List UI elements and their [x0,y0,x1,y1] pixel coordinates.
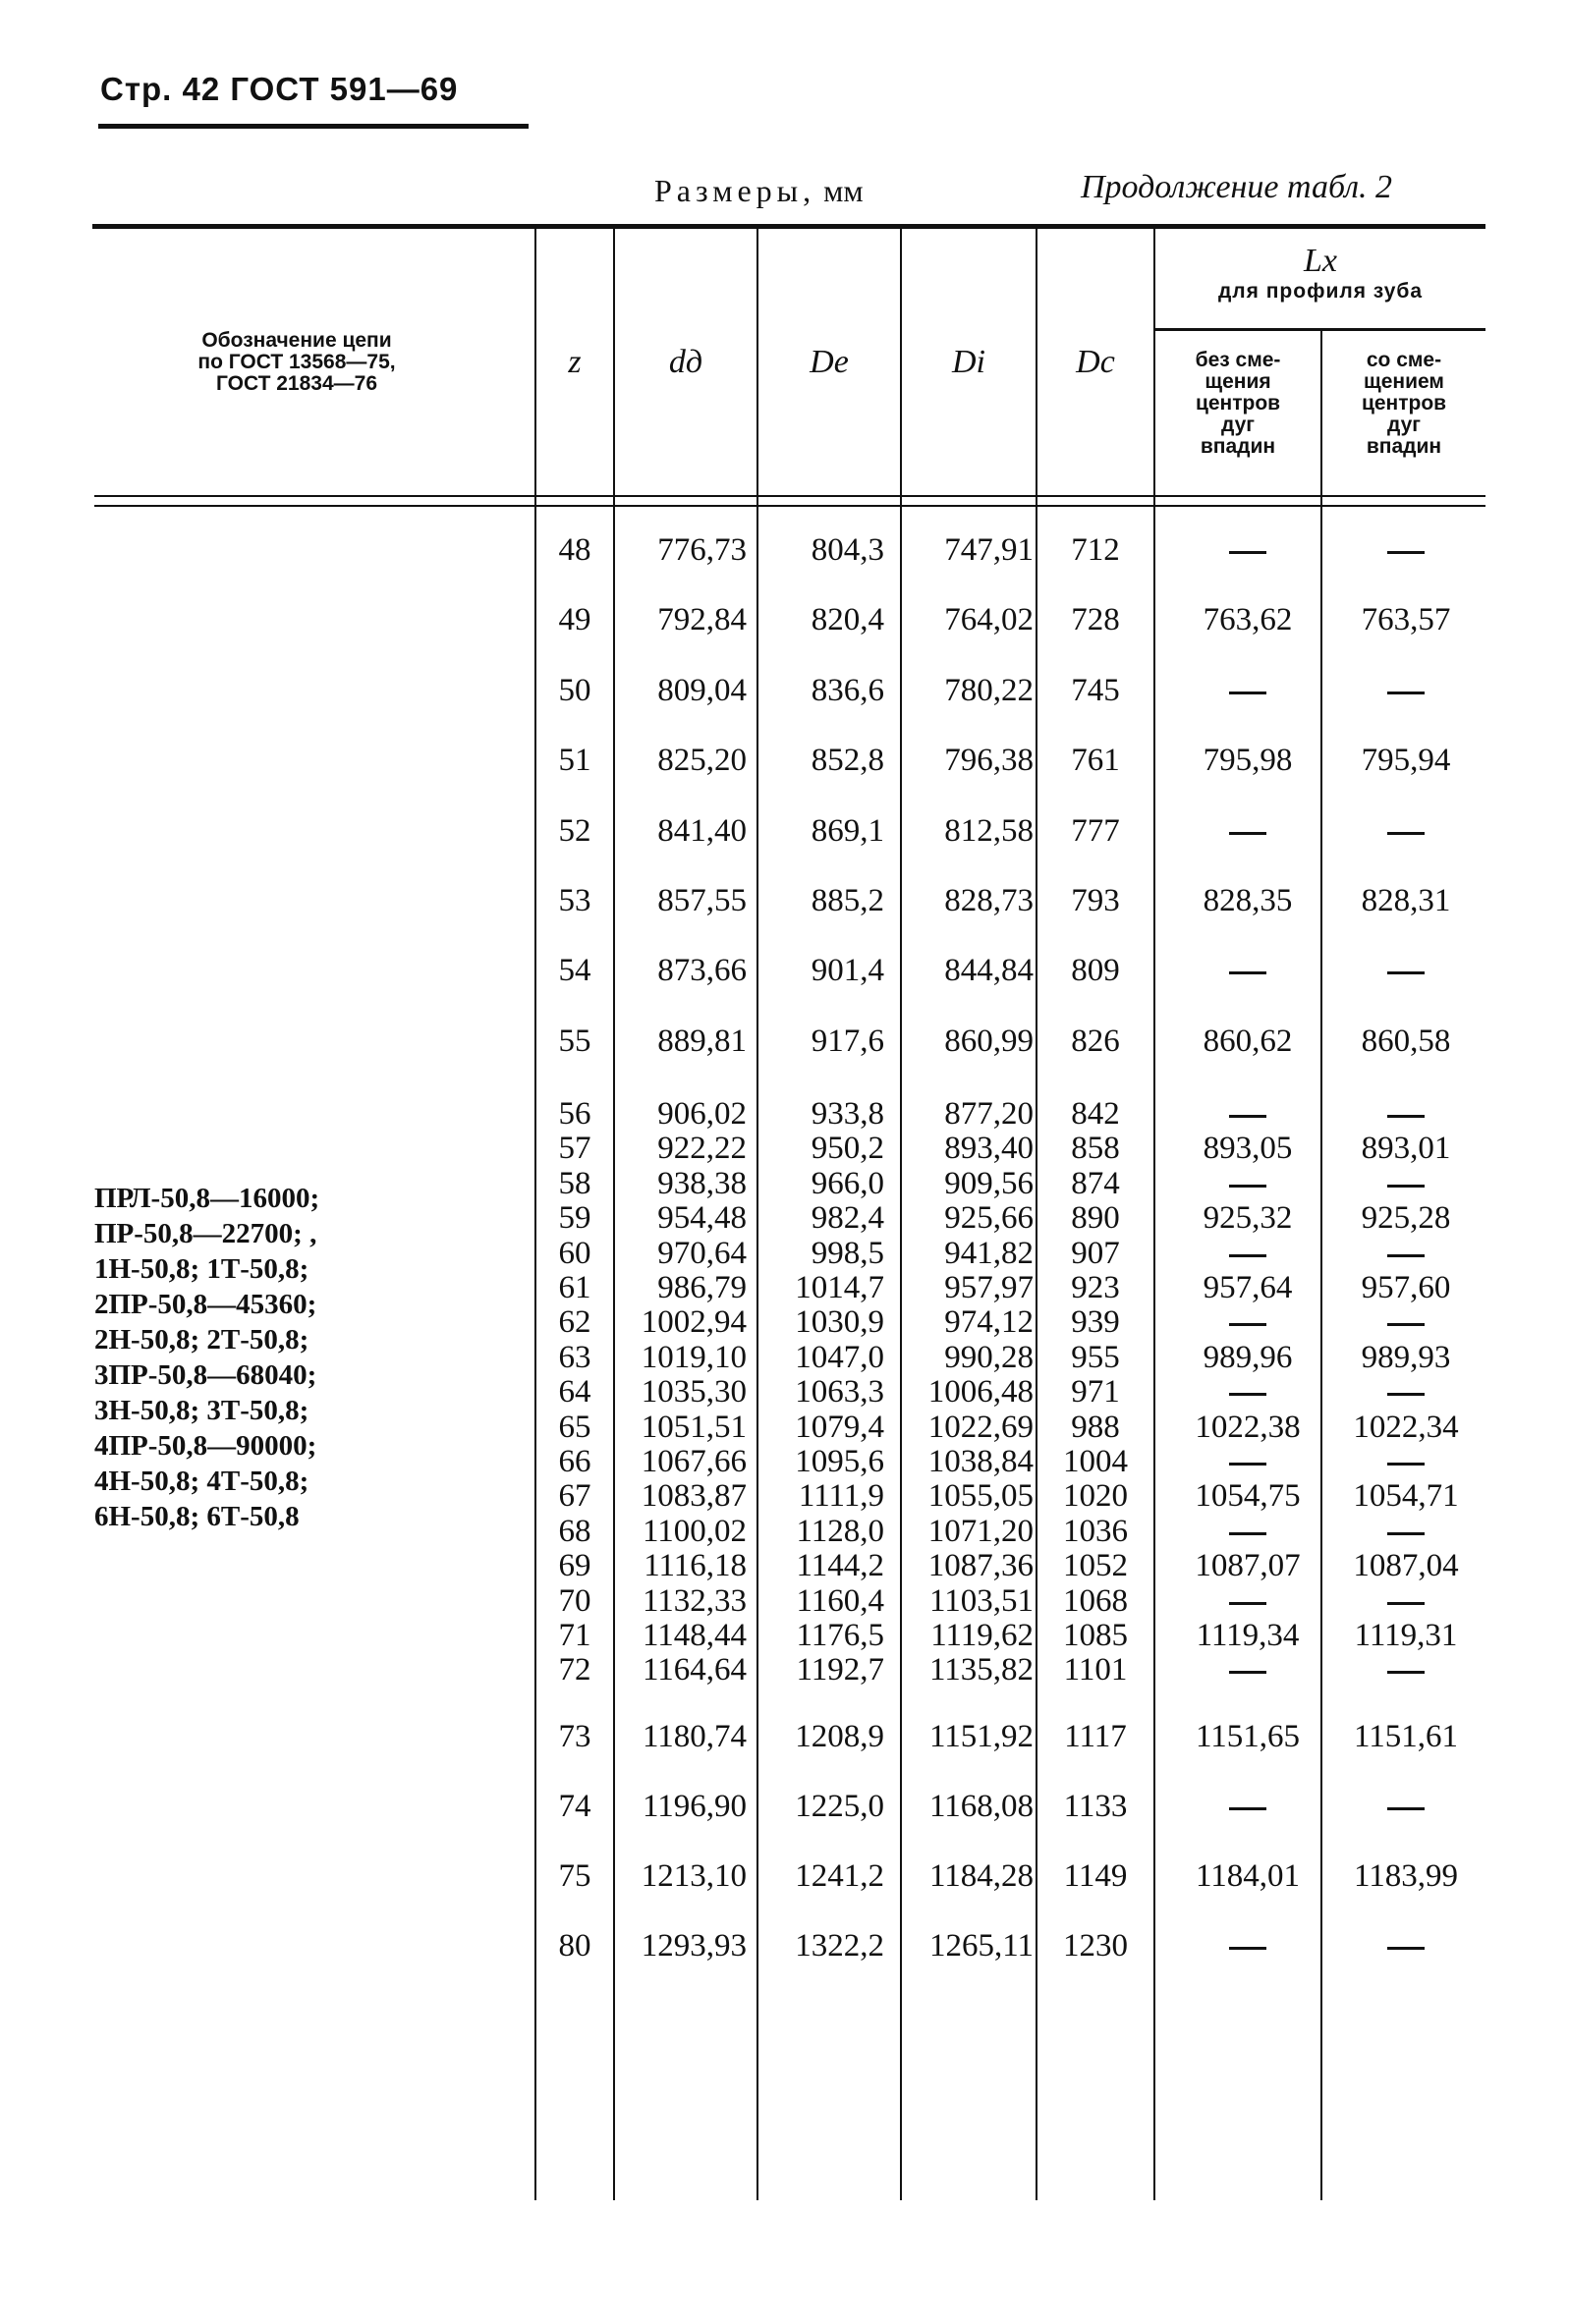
table-cell-dc: 1085 [1063,1618,1128,1653]
dash-mark [1229,1185,1266,1188]
table-cell-dd: 1148,44 [642,1618,747,1653]
table-cell-lx2 [1322,1236,1489,1271]
table-cell-lx1 [1157,1374,1338,1410]
table-cell-di: 1119,62 [930,1618,1034,1653]
table-cell-lx1 [1157,1096,1338,1132]
table-cell-dd: 1051,51 [641,1409,747,1445]
table-cell-dc: 988 [1071,1409,1120,1445]
page-header: Стр. 42 ГОСТ 591—69 [100,71,459,107]
table-cell-lx2: 1022,34 [1353,1409,1459,1445]
dash-mark [1387,551,1425,554]
table-cell-z: 67 [558,1478,591,1515]
header-chain-line: Обозначение цепи [201,329,392,352]
table-cell-dd: 970,64 [657,1235,747,1271]
table-cell-lx2 [1322,1304,1489,1340]
table-cell-di: 844,84 [944,953,1034,989]
table-cell-dd: 1213,10 [641,1858,747,1894]
table-cell-di: 1168,08 [928,1789,1034,1824]
table-cell-lx2: 893,01 [1361,1131,1451,1167]
caption-sizes [654,173,864,209]
table-cell-z: 74 [558,1789,591,1824]
table-cell-lx1 [1157,813,1338,849]
table-cell-di: 1087,36 [927,1548,1034,1584]
table-cell-dd: 1132,33 [642,1582,747,1619]
table-cell-di: 893,40 [944,1131,1034,1167]
table-cell-dc: 809 [1071,953,1120,989]
dash-mark [1387,692,1425,694]
table-cell-di: 764,02 [944,602,1034,638]
table-cell-dd: 1002,94 [641,1304,747,1341]
table-cell-de: 1160,4 [796,1582,884,1619]
table-cell-dd: 1116,18 [644,1548,747,1584]
dash-mark [1229,692,1266,694]
table-cell-di: 925,66 [944,1200,1034,1237]
table-cell-dd: 938,38 [657,1165,747,1201]
table-cell-dd: 1035,30 [641,1374,747,1411]
table-cell-dc: 842 [1071,1096,1120,1132]
table-cell-de: 1241,2 [795,1858,884,1894]
table-cell-de: 1095,6 [795,1444,884,1479]
table-cell-z: 80 [558,1928,591,1964]
table-cell-dc: 1052 [1063,1548,1128,1584]
table-cell-lx1: 763,62 [1203,602,1293,638]
header-lx-shift-line: впадин [1366,435,1442,458]
table-cell-z: 57 [558,1131,591,1167]
header-lx-shift [1322,350,1485,458]
table-cell-lx2 [1322,532,1489,568]
table-cell-z: 68 [558,1513,591,1549]
header-lx-no-shift-line: впадин [1200,435,1276,458]
table-cell-dd: 889,81 [657,1023,747,1059]
table-cell-dc: 777 [1071,812,1120,849]
table-cell-lx1: 1119,34 [1196,1618,1300,1653]
table-cell-dc: 1068 [1063,1582,1128,1619]
dash-mark [1229,1602,1266,1605]
table-cell-dc: 955 [1071,1339,1120,1375]
table-cell-z: 49 [558,602,591,638]
table-cell-z: 72 [558,1652,591,1688]
table-cell-lx2: 989,93 [1361,1339,1451,1375]
table-cell-di: 941,82 [944,1235,1034,1271]
table-cell-de: 966,0 [811,1165,884,1201]
table-cell-lx1 [1157,532,1338,568]
caption-sizes-word: Размеры, [654,173,816,208]
table-cell-lx1 [1157,1236,1338,1271]
table-cell-dc: 1133 [1063,1789,1128,1824]
table-cell-dc: 793 [1071,883,1120,918]
table-cell-de: 1079,4 [795,1409,884,1445]
table-cell-de: 820,4 [811,602,884,638]
table-cell-lx2 [1322,1444,1489,1479]
table-cell-lx2 [1322,673,1489,708]
table-cell-lx2 [1322,813,1489,849]
header-lx [1155,244,1485,304]
dash-mark [1229,1393,1266,1396]
table-cell-de: 982,4 [811,1200,884,1237]
table-cell-lx2: 1119,31 [1354,1618,1458,1653]
dash-mark [1229,1807,1266,1810]
dash-mark [1387,1807,1425,1810]
header-di: Di [952,344,985,380]
dash-mark [1387,832,1425,835]
table-cell-de: 1208,9 [795,1719,884,1754]
header-de: De [810,344,849,380]
table-cell-lx1 [1157,1514,1338,1549]
table-cell-di: 812,58 [944,812,1034,849]
table-cell-z: 64 [558,1374,591,1411]
table-cell-dd: 1196,90 [642,1789,747,1824]
table-cell-lx2 [1322,1583,1489,1619]
header-chain-line: по ГОСТ 13568—75, [197,351,396,373]
table-cell-de: 1192,7 [796,1652,884,1688]
table-cell-dd: 1293,93 [641,1928,747,1964]
table-cell-z: 58 [558,1165,591,1201]
table-cell-de: 1144,2 [796,1548,884,1584]
table-cell-dd: 954,48 [657,1200,747,1237]
table-cell-lx2 [1322,1928,1489,1964]
table-cell-dc: 923 [1071,1270,1120,1305]
table-cell-di: 1265,11 [928,1928,1034,1964]
table-cell-lx1: 893,05 [1203,1131,1293,1167]
table-cell-dc: 1020 [1063,1478,1128,1515]
table-cell-lx1: 1151,65 [1195,1719,1301,1754]
table-cell-z: 70 [558,1582,591,1619]
table-cell-z: 69 [558,1548,591,1584]
table-cell-lx1: 860,62 [1203,1023,1293,1059]
table-cell-z: 59 [558,1200,591,1237]
table-cell-lx1: 989,96 [1203,1339,1293,1375]
table-cell-lx2: 828,31 [1361,883,1451,918]
table-cell-lx1: 795,98 [1203,743,1293,779]
header-dc: Dc [1076,344,1115,380]
table-cell-di: 780,22 [944,672,1034,708]
table-cell-z: 54 [558,953,591,989]
table-cell-lx2 [1322,1166,1489,1201]
table-cell-de: 1128,0 [796,1513,884,1549]
dash-mark [1229,1254,1266,1257]
table-cell-de: 950,2 [811,1131,884,1167]
table-cell-de: 885,2 [811,883,884,918]
dash-mark [1229,1463,1266,1466]
header-lx-symbol: Lx [1304,243,1337,279]
table-cell-dc: 826 [1071,1023,1120,1059]
table-cell-dd: 906,02 [657,1096,747,1132]
header-dd: dд [668,344,703,380]
table-cell-de: 1111,9 [798,1478,884,1515]
header-lx-no-shift-line: щения [1205,370,1271,393]
table-cell-de: 1030,9 [795,1304,884,1341]
table-cell-dd: 1180,74 [642,1719,747,1754]
table-cell-z: 60 [558,1235,591,1271]
table-cell-dd: 1164,64 [642,1652,747,1688]
table-cell-lx2 [1322,1652,1489,1688]
table-cell-dd: 1019,10 [641,1339,747,1375]
dash-mark [1387,971,1425,974]
table-cell-z: 73 [558,1719,591,1754]
table-cell-dc: 712 [1071,532,1120,568]
table-cell-lx1: 925,32 [1203,1200,1293,1237]
table-cell-dc: 939 [1071,1304,1120,1341]
dash-mark [1229,1323,1266,1326]
table-cell-z: 52 [558,812,591,849]
header-lx-shift-line: щением [1364,370,1444,393]
table-cell-lx2: 1183,99 [1353,1858,1459,1894]
header-chain-line: ГОСТ 21834—76 [215,372,378,395]
table-cell-dd: 809,04 [657,672,747,708]
table-cell-lx1 [1157,953,1338,988]
dash-mark [1229,832,1266,835]
header-lx-no-shift-line: центров [1195,392,1281,415]
table-cell-dd: 841,40 [657,812,747,849]
table-cell-lx2: 1054,71 [1353,1478,1459,1515]
table-cell-lx2: 925,28 [1361,1200,1451,1237]
table-cell-dc: 728 [1071,602,1120,638]
table-cell-di: 828,73 [944,883,1034,918]
table-cell-lx2 [1322,953,1489,988]
table-cell-lx1: 1022,38 [1195,1409,1301,1445]
table-cell-di: 974,12 [944,1304,1034,1341]
table-cell-lx1: 957,64 [1203,1270,1293,1305]
caption-continuation: Продолжение табл. 2 [1081,169,1393,205]
table-cell-dc: 874 [1071,1165,1120,1201]
table-cell-di: 909,56 [944,1165,1034,1201]
table-cell-di: 877,20 [944,1096,1034,1132]
table-cell-de: 804,3 [811,532,884,568]
table-cell-di: 957,97 [944,1270,1034,1305]
table-cell-de: 1063,3 [795,1374,884,1411]
dash-mark [1387,1463,1425,1466]
table-cell-lx1 [1157,1928,1338,1964]
table-cell-z: 50 [558,672,591,708]
table-cell-z: 65 [558,1409,591,1445]
table-cell-dd: 922,22 [657,1131,747,1167]
caption-sizes-unit: мм [823,173,864,208]
table-cell-lx2 [1322,1374,1489,1410]
table-cell-dc: 971 [1071,1374,1120,1411]
header-lx-shift-line: со сме- [1366,349,1442,371]
header-chain-designation [120,330,474,395]
table-cell-lx1: 1087,07 [1195,1548,1301,1584]
dash-mark [1387,1393,1425,1396]
header-z: z [568,344,582,380]
table-cell-z: 71 [558,1618,591,1653]
table-cell-di: 1135,82 [928,1652,1034,1688]
table-cell-z: 55 [558,1023,591,1059]
header-lx-no-shift-line: дуг [1220,414,1255,436]
table-cell-di: 1055,05 [927,1478,1034,1515]
dash-mark [1387,1115,1425,1118]
table-cell-di: 1071,20 [927,1513,1034,1549]
table-cell-de: 869,1 [811,812,884,849]
table-cell-di: 1022,69 [927,1409,1034,1445]
table-cell-lx2 [1322,1514,1489,1549]
table-cell-de: 917,6 [811,1023,884,1059]
dash-mark [1387,1671,1425,1674]
table-cell-dc: 1117 [1064,1719,1127,1754]
table-cell-dd: 986,79 [657,1270,747,1305]
table-cell-lx2: 957,60 [1361,1270,1451,1305]
chain-designations: ПРЛ-50,8—16000; ПР-50,8—22700; , 1Н-50,8; 1Т-50,8; 2ПР-50,8—45360; 2Н-50,8; 2Т-50,8; 3ПР-50,8—68040; 3Н-50,8; 3Т-50,8; 4ПР-50,8—90000; 4Н-50,8; 4Т-50,8; 6Н-50,8; 6Т-50,8 [94,1183,320,1532]
table-cell-lx1 [1157,1166,1338,1201]
dash-mark [1229,1671,1266,1674]
table-cell-de: 1225,0 [795,1789,884,1824]
table-cell-lx1 [1157,1583,1338,1619]
table-cell-dd: 792,84 [657,602,747,638]
table-cell-de: 1014,7 [795,1270,884,1305]
header-rule [98,124,529,129]
table-cell-lx2: 763,57 [1361,602,1451,638]
header-lx-shift-line: центров [1361,392,1447,415]
table-cell-de: 1176,5 [796,1618,884,1653]
column-divider-dc [1036,224,1037,2200]
table-cell-de: 1322,2 [795,1928,884,1964]
table-cell-lx2 [1322,1789,1489,1824]
table-cell-di: 796,38 [944,743,1034,779]
table-cell-dd: 1083,87 [641,1478,747,1515]
table-cell-lx2 [1322,1096,1489,1132]
dash-mark [1387,1254,1425,1257]
table-cell-dc: 1004 [1063,1444,1128,1479]
table-cell-lx2: 860,58 [1361,1023,1451,1059]
table-cell-lx1 [1157,1304,1338,1340]
table-cell-dc: 761 [1071,743,1120,779]
table-cell-de: 901,4 [811,953,884,989]
table-cell-lx1 [1157,1444,1338,1479]
table-cell-de: 836,6 [811,672,884,708]
dash-mark [1387,1323,1425,1326]
table-cell-di: 747,91 [944,532,1034,568]
table-cell-z: 56 [558,1096,591,1132]
table-cell-di: 1038,84 [927,1444,1034,1479]
dash-mark [1387,1947,1425,1950]
header-lx-no-shift [1155,350,1320,458]
dash-mark [1387,1532,1425,1535]
table-cell-z: 63 [558,1339,591,1375]
dash-mark [1229,1115,1266,1118]
table-cell-di: 1184,28 [928,1858,1034,1894]
table-cell-dc: 1101 [1063,1652,1128,1688]
table-cell-di: 1151,92 [928,1719,1034,1754]
table-cell-dc: 907 [1071,1235,1120,1271]
table-cell-lx1: 1054,75 [1195,1478,1301,1515]
table-cell-de: 852,8 [811,743,884,779]
table-cell-lx2: 1087,04 [1353,1548,1459,1584]
table-cell-dd: 776,73 [657,532,747,568]
table-cell-di: 990,28 [944,1339,1034,1375]
table-top-rule [92,224,1485,229]
table-cell-z: 53 [558,883,591,918]
table-cell-z: 75 [558,1858,591,1894]
column-divider-z [534,224,536,2200]
table-cell-dc: 745 [1071,672,1120,708]
table-cell-de: 1047,0 [795,1339,884,1375]
table-cell-dd: 1067,66 [641,1444,747,1479]
table-cell-z: 66 [558,1444,591,1479]
table-cell-dd: 873,66 [657,953,747,989]
table-cell-lx2: 1151,61 [1353,1719,1459,1754]
table-cell-lx2: 795,94 [1361,743,1451,779]
header-lx-subtitle: для профиля зуба [1217,280,1424,303]
dash-mark [1387,1602,1425,1605]
table-cell-lx1 [1157,673,1338,708]
table-cell-lx1: 1184,01 [1195,1858,1301,1894]
table-cell-di: 1006,48 [927,1374,1034,1411]
table-cell-z: 61 [558,1270,591,1305]
table-cell-z: 48 [558,532,591,568]
dash-mark [1387,1185,1425,1188]
dash-mark [1229,551,1266,554]
header-lx-shift-line: дуг [1386,414,1421,436]
table-cell-z: 51 [558,743,591,779]
table-cell-lx1: 828,35 [1203,883,1293,918]
table-cell-lx1 [1157,1789,1338,1824]
table-cell-dc: 890 [1071,1200,1120,1237]
table-cell-dd: 825,20 [657,743,747,779]
table-cell-dc: 858 [1071,1131,1120,1167]
table-cell-dd: 857,55 [657,883,747,918]
dash-mark [1229,1532,1266,1535]
table-cell-dc: 1230 [1063,1928,1128,1964]
table-header-double-rule [94,495,1485,507]
dash-mark [1229,971,1266,974]
table-cell-di: 1103,51 [928,1582,1034,1619]
column-divider-lx [1153,224,1155,2200]
table-cell-z: 62 [558,1304,591,1341]
header-lx-no-shift-line: без сме- [1195,349,1281,371]
table-cell-de: 933,8 [811,1096,884,1132]
table-cell-dc: 1036 [1063,1513,1128,1549]
table-cell-lx1 [1157,1652,1338,1688]
dash-mark [1229,1947,1266,1950]
table-cell-di: 860,99 [944,1023,1034,1059]
table-cell-de: 998,5 [811,1235,884,1271]
table-cell-dd: 1100,02 [642,1513,747,1549]
table-cell-dc: 1149 [1063,1858,1128,1894]
